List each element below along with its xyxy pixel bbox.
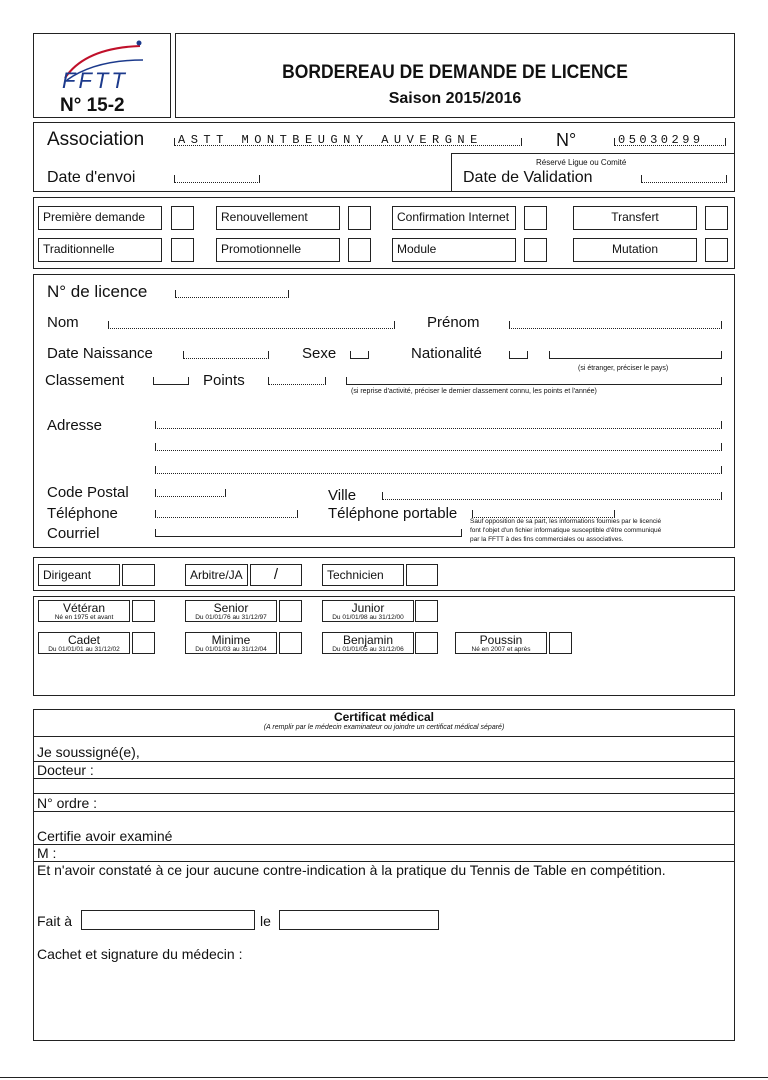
- soussigne-label: Je soussigné(e),: [37, 744, 140, 760]
- poussin-checkbox[interactable]: [549, 632, 572, 654]
- classement-reprise-field[interactable]: [346, 377, 722, 385]
- category-senior: Senior Du 01/01/76 au 31/12/97: [185, 600, 277, 622]
- cadet-checkbox[interactable]: [132, 632, 155, 654]
- points-label: Points: [203, 372, 245, 389]
- fait-a-field[interactable]: [81, 910, 255, 930]
- category-poussin: Poussin Né en 2007 et après: [455, 632, 547, 654]
- nationalite-note: (si étranger, préciser le pays): [578, 365, 669, 372]
- traditionnelle-option: Traditionnelle: [38, 238, 162, 262]
- date-envoi-label: Date d'envoi: [47, 169, 136, 186]
- le-label: le: [260, 913, 271, 929]
- arbitre-option: Arbitre/JA: [185, 564, 248, 586]
- season: Saison 2015/2016: [388, 90, 522, 107]
- date-validation-label: Date de Validation: [463, 169, 593, 186]
- nationalite-code-field[interactable]: [509, 351, 528, 359]
- logo-text: FFTT: [62, 68, 128, 93]
- licence-field[interactable]: [175, 290, 289, 298]
- classement-note: (si reprise d'activité, préciser le dernier classement connu, les points et l'année): [351, 388, 597, 395]
- naissance-field[interactable]: [183, 351, 269, 359]
- veteran-checkbox[interactable]: [132, 600, 155, 622]
- date-envoi-field[interactable]: [174, 175, 260, 183]
- category-cadet: Cadet Du 01/01/01 au 31/12/02: [38, 632, 130, 654]
- adresse-label: Adresse: [47, 417, 103, 434]
- technicien-checkbox[interactable]: [406, 564, 438, 586]
- promotionnelle-option: Promotionnelle: [216, 238, 340, 262]
- renouvellement-checkbox[interactable]: [348, 206, 371, 230]
- ville-field[interactable]: [382, 492, 722, 500]
- m-label: M :: [37, 845, 57, 861]
- classement-field[interactable]: [153, 377, 189, 385]
- rule-3: [33, 793, 735, 794]
- adresse-line-1[interactable]: [155, 421, 722, 429]
- promotionnelle-checkbox[interactable]: [348, 238, 371, 262]
- courriel-label: Courriel: [47, 525, 100, 542]
- date-validation-field[interactable]: [641, 175, 727, 183]
- nationalite-pays-field[interactable]: [549, 351, 722, 359]
- telephone-label: Téléphone: [47, 505, 118, 522]
- association-number-value: 05030299: [618, 133, 704, 147]
- code-postal-label: Code Postal: [47, 484, 129, 501]
- benjamin-checkbox[interactable]: [415, 632, 438, 654]
- confirmation-internet-checkbox[interactable]: [524, 206, 547, 230]
- classement-label: Classement: [45, 372, 125, 389]
- certifie-label: Certifie avoir examiné: [37, 828, 173, 844]
- nom-label: Nom: [47, 314, 79, 331]
- cachet-label: Cachet et signature du médecin :: [37, 946, 243, 962]
- mutation-option: Mutation: [573, 238, 697, 262]
- premiere-demande-option: Première demande: [38, 206, 162, 230]
- dirigeant-option: Dirigeant: [38, 564, 120, 586]
- form-number: N° 15-2: [60, 95, 125, 116]
- portable-field[interactable]: [472, 510, 615, 518]
- sexe-field[interactable]: [350, 351, 369, 359]
- code-postal-field[interactable]: [155, 489, 226, 497]
- certificat-header-divider: [33, 736, 735, 737]
- dirigeant-checkbox[interactable]: [122, 564, 155, 586]
- nationalite-label: Nationalité: [411, 345, 482, 362]
- fait-a-label: Fait à: [37, 913, 73, 929]
- portable-label: Téléphone portable: [328, 505, 458, 522]
- ville-label: Ville: [328, 487, 357, 504]
- association-number-label: N°: [556, 130, 577, 150]
- certificat-subtitle: (A remplir par le médecin examinateur ou joindre un certificat médical séparé): [263, 724, 505, 731]
- nom-field[interactable]: [108, 321, 395, 329]
- rule-5: [33, 844, 735, 845]
- naissance-label: Date Naissance: [47, 345, 153, 362]
- ordre-label: N° ordre :: [37, 795, 98, 811]
- renouvellement-option: Renouvellement: [216, 206, 340, 230]
- arbitre-field[interactable]: /: [250, 564, 302, 586]
- sexe-label: Sexe: [302, 345, 337, 362]
- module-checkbox[interactable]: [524, 238, 547, 262]
- category-benjamin: Benjamin Du 01/01/05 au 31/12/06: [322, 632, 414, 654]
- minime-checkbox[interactable]: [279, 632, 302, 654]
- premiere-demande-checkbox[interactable]: [171, 206, 194, 230]
- privacy-note-2: font l'objet d'un fichier informatique susceptible d'être communiqué: [470, 527, 662, 534]
- licence-label: N° de licence: [47, 282, 148, 301]
- association-value: ASTT MONTBEUGNY AUVERGNE: [178, 133, 483, 147]
- category-minime: Minime Du 01/01/03 au 31/12/04: [185, 632, 277, 654]
- privacy-note-1: Sauf opposition de sa part, les informations fournies par le licencié: [470, 518, 662, 525]
- telephone-field[interactable]: [155, 510, 298, 518]
- prenom-field[interactable]: [509, 321, 722, 329]
- confirmation-internet-option: Confirmation Internet: [392, 206, 516, 230]
- points-field[interactable]: [268, 377, 326, 385]
- rule-1: [33, 761, 735, 762]
- adresse-line-3[interactable]: [155, 466, 722, 474]
- reserve-note: Réservé Ligue ou Comité: [536, 158, 627, 167]
- docteur-label: Docteur :: [37, 762, 94, 778]
- constate-text: Et n'avoir constaté à ce jour aucune contre-indication à la pratique du Tennis de Table en compétition.: [37, 862, 666, 878]
- transfert-option: Transfert: [573, 206, 697, 230]
- transfert-checkbox[interactable]: [705, 206, 728, 230]
- page-title: BORDEREAU DE DEMANDE DE LICENCE: [282, 62, 628, 83]
- junior-checkbox[interactable]: [415, 600, 438, 622]
- technicien-option: Technicien: [322, 564, 404, 586]
- traditionnelle-checkbox[interactable]: [171, 238, 194, 262]
- rule-4: [33, 811, 735, 812]
- senior-checkbox[interactable]: [279, 600, 302, 622]
- courriel-field[interactable]: [155, 529, 462, 537]
- date-field[interactable]: [279, 910, 439, 930]
- mutation-checkbox[interactable]: [705, 238, 728, 262]
- category-junior: Junior Du 01/01/98 au 31/12/00: [322, 600, 414, 622]
- module-option: Module: [392, 238, 516, 262]
- page-bottom-rule: [0, 1077, 768, 1078]
- category-veteran: Vétéran Né en 1975 et avant: [38, 600, 130, 622]
- certificat-title: Certificat médical: [333, 710, 435, 724]
- association-label: Association: [47, 129, 145, 150]
- adresse-line-2[interactable]: [155, 443, 722, 451]
- privacy-note-3: par la FFTT à des fins commerciales ou associatives.: [470, 536, 624, 543]
- prenom-label: Prénom: [427, 314, 480, 331]
- rule-2: [33, 778, 735, 779]
